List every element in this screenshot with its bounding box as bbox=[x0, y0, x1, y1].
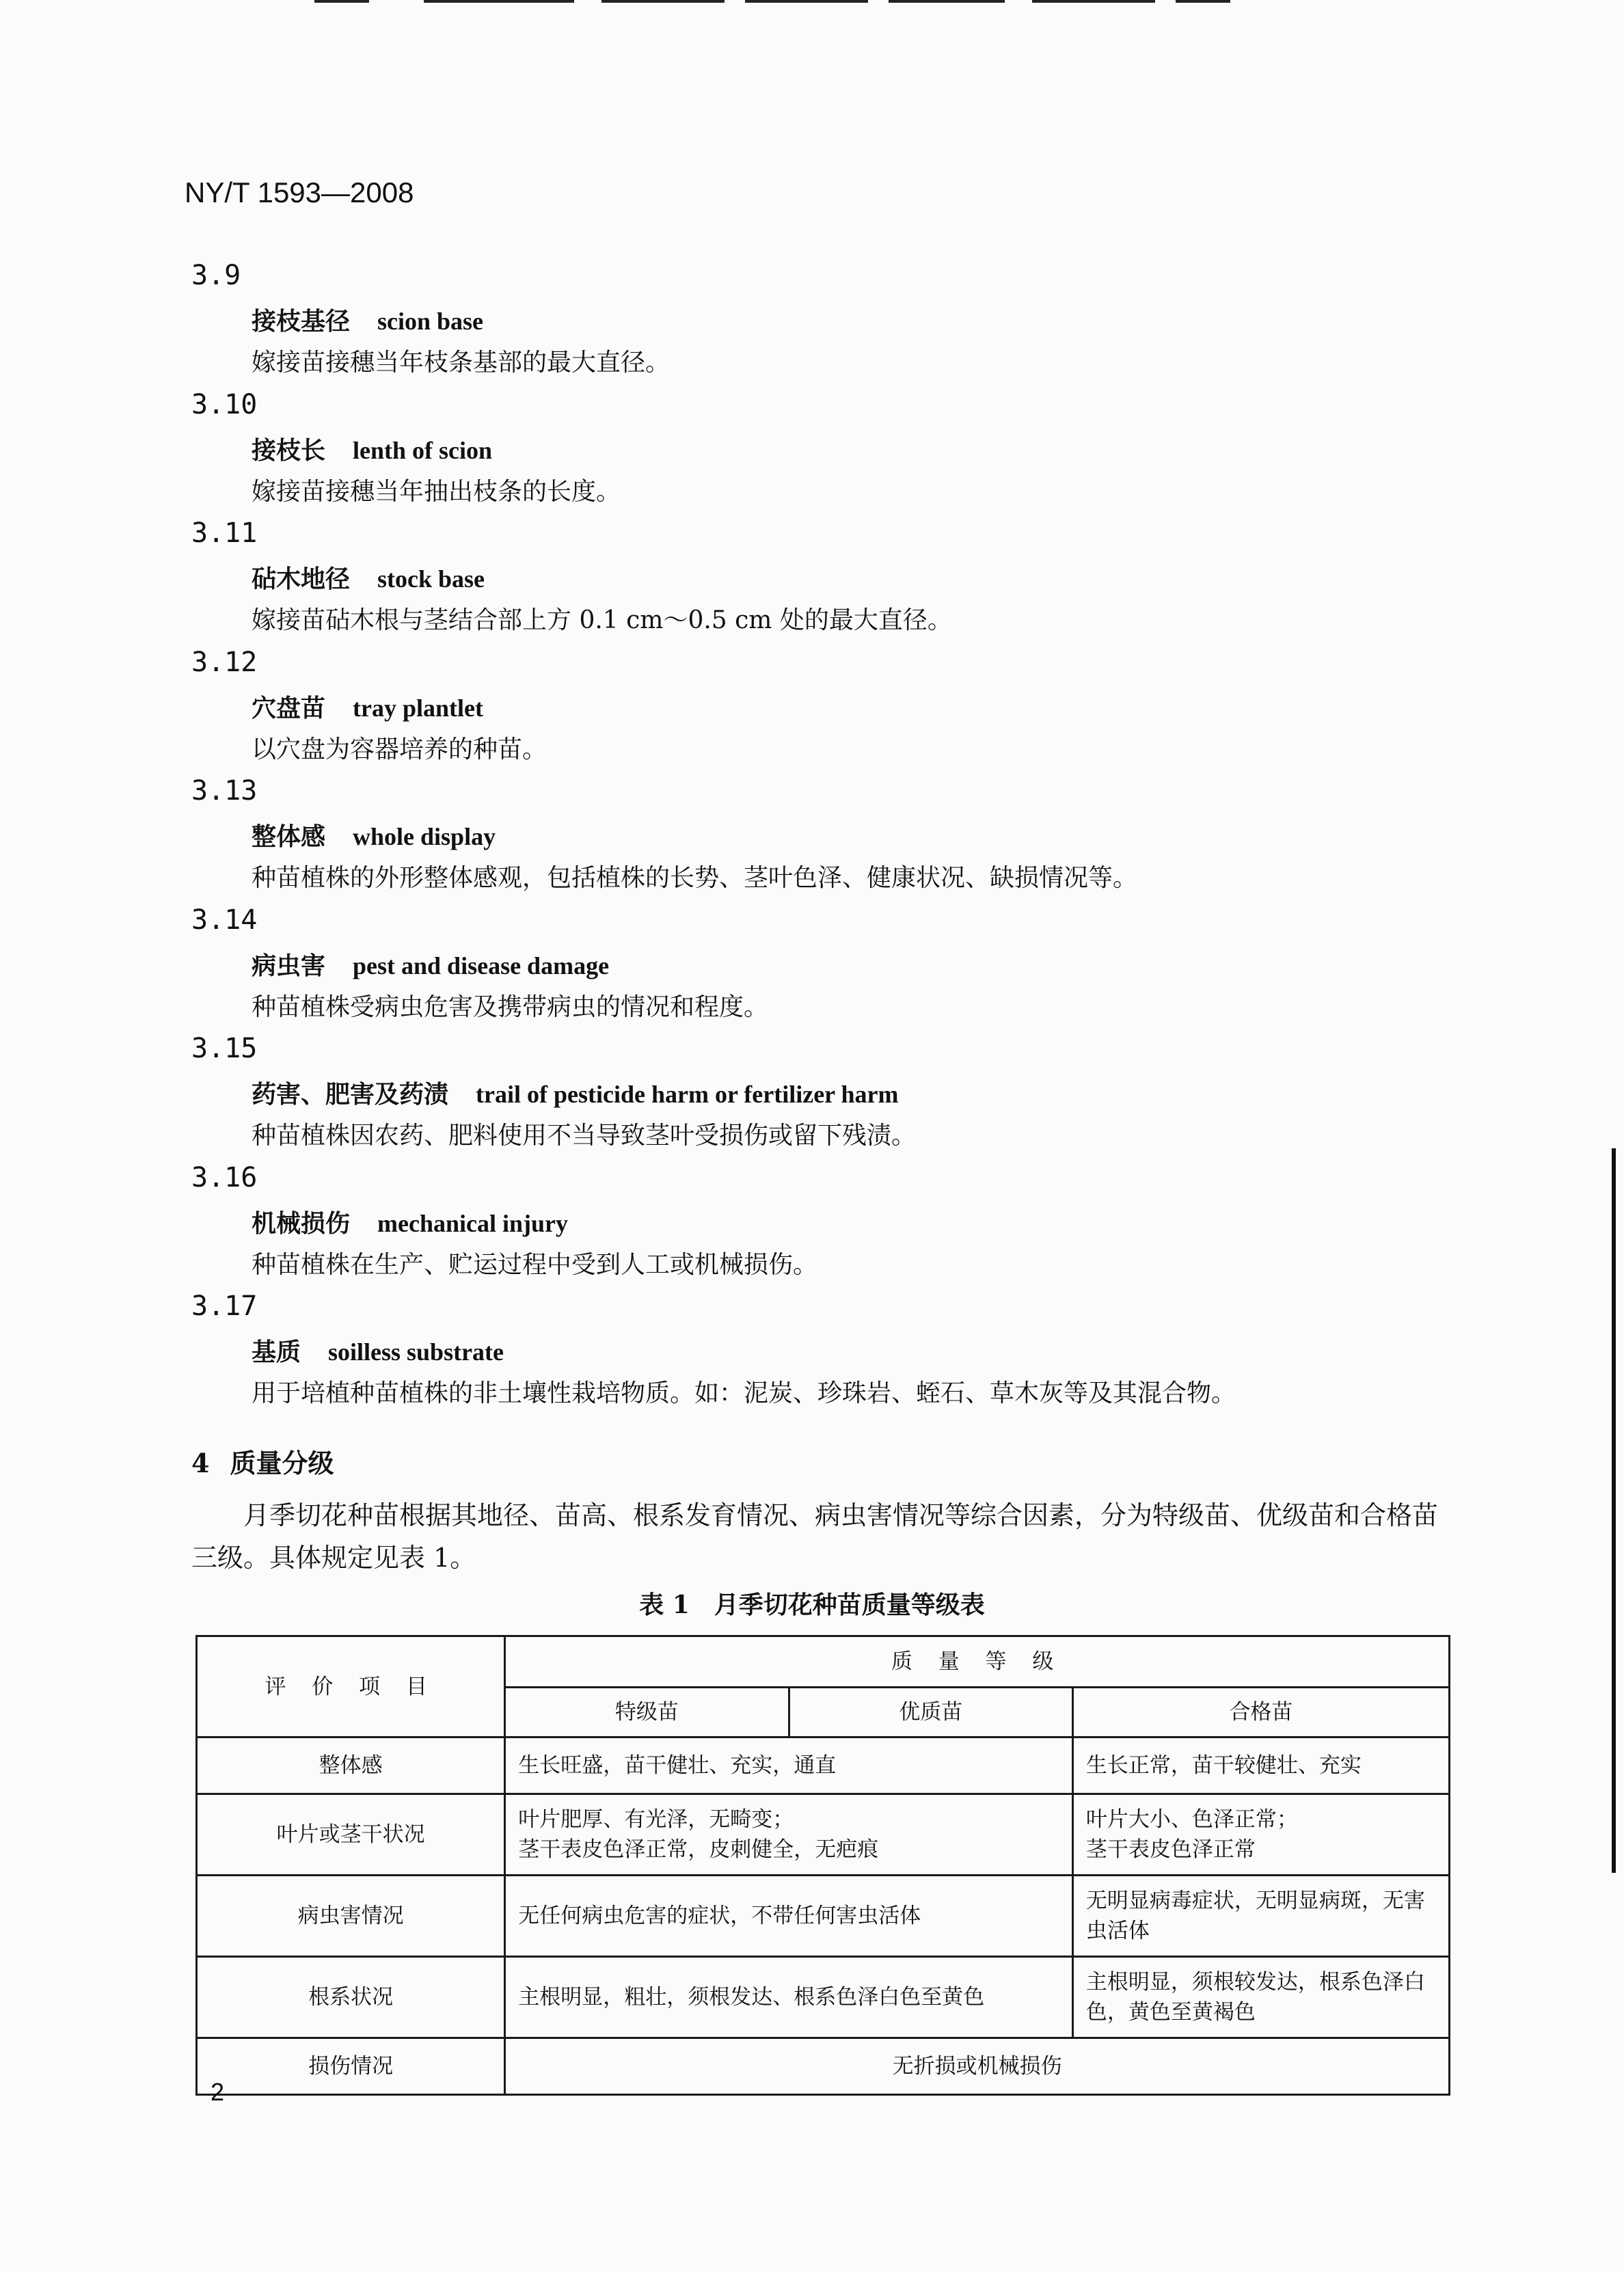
standard-code: NY/T 1593—2008 bbox=[185, 176, 414, 208]
term-title-cn: 病虫害 bbox=[252, 951, 326, 980]
term-number: 3.12 bbox=[191, 646, 258, 678]
term-title-cn: 接枝基径 bbox=[252, 307, 351, 336]
section-paragraph: 月季切花种苗根据其地径、苗高、根系发育情况、病虫害情况等综合因素，分为特级苗、优级苗和合格苗三级。具体规定见表 1。 bbox=[191, 1500, 1439, 1573]
term-title bbox=[252, 817, 496, 852]
table-row bbox=[197, 1794, 1450, 1876]
section-title: 质量分级 bbox=[230, 1448, 334, 1478]
term-definition: 嫁接苗接穗当年抽出枝条的长度。 bbox=[252, 477, 621, 506]
term-definition: 嫁接苗接穗当年枝条基部的最大直径。 bbox=[252, 349, 671, 377]
table-row bbox=[197, 2038, 1450, 2095]
term-title bbox=[252, 1333, 504, 1368]
header-item: 评 价 项 目 bbox=[197, 1636, 505, 1737]
grade-table bbox=[195, 1635, 1450, 2096]
term-number: 3.11 bbox=[191, 517, 258, 549]
term-title bbox=[252, 302, 483, 337]
section-heading bbox=[191, 1442, 334, 1480]
header-good: 优质苗 bbox=[789, 1688, 1072, 1737]
table-header-row bbox=[197, 1636, 1450, 1688]
row-qualified bbox=[1072, 1794, 1449, 1876]
term-title-en: mechanical injury bbox=[377, 1209, 568, 1237]
row-line: 茎干表皮色泽正常，皮刺健全，无疤痕 bbox=[518, 1837, 879, 1862]
row-special-good: 生长旺盛，苗干健壮、充实，通直 bbox=[505, 1737, 1073, 1794]
section-number: 4 bbox=[191, 1448, 210, 1478]
header-special: 特级苗 bbox=[505, 1688, 789, 1737]
term-title bbox=[252, 689, 483, 724]
term-title-en: scion base bbox=[377, 308, 484, 335]
row-item: 叶片或茎干状况 bbox=[197, 1794, 505, 1876]
row-qualified: 生长正常，苗干较健壮、充实 bbox=[1072, 1737, 1449, 1794]
term-title-cn: 药害、肥害及药渍 bbox=[252, 1080, 449, 1109]
row-item: 根系状况 bbox=[197, 1957, 505, 2038]
term-title-en: whole display bbox=[353, 823, 496, 850]
term-definition: 嫁接苗砧木根与茎结合部上方 0.1 cm～0.5 cm 处的最大直径。 bbox=[252, 606, 952, 634]
term-number: 3.17 bbox=[191, 1290, 258, 1322]
header-qualified: 合格苗 bbox=[1072, 1688, 1449, 1737]
row-special-good: 无任何病虫危害的症状，不带任何害虫活体 bbox=[505, 1876, 1073, 1957]
term-title-cn: 穴盘苗 bbox=[252, 693, 326, 722]
term-title-en: tray plantlet bbox=[353, 694, 483, 722]
scan-rule bbox=[1176, 0, 1230, 3]
scan-rule bbox=[745, 0, 868, 3]
header-grade: 质 量 等 级 bbox=[505, 1636, 1450, 1688]
row-item: 病虫害情况 bbox=[197, 1876, 505, 1957]
term-title-cn: 机械损伤 bbox=[252, 1208, 351, 1238]
term-title-en: soilless substrate bbox=[328, 1338, 504, 1366]
row-special-good: 主根明显，粗壮，须根发达、根系色泽白色至黄色 bbox=[505, 1957, 1073, 2038]
term-definition: 种苗植株的外形整体感观，包括植株的长势、茎叶色泽、健康状况、缺损情况等。 bbox=[252, 864, 1138, 892]
term-title bbox=[252, 1204, 568, 1239]
term-number: 3.13 bbox=[191, 775, 258, 807]
row-line: 叶片肥厚、有光泽，无畸变； bbox=[518, 1807, 794, 1832]
term-number: 3.14 bbox=[191, 904, 258, 936]
row-qualified: 无明显病毒症状，无明显病斑，无害虫活体 bbox=[1072, 1876, 1449, 1957]
table-row bbox=[197, 1876, 1450, 1957]
term-definition: 种苗植株在生产、贮运过程中受到人工或机械损伤。 bbox=[252, 1250, 818, 1279]
page-number: 2 bbox=[211, 2078, 225, 2106]
term-number: 3.10 bbox=[191, 388, 258, 420]
scan-rule bbox=[314, 0, 369, 3]
term-title-en: stock base bbox=[377, 565, 485, 593]
row-line: 茎干表皮色泽正常 bbox=[1085, 1837, 1256, 1862]
scan-rule bbox=[601, 0, 725, 3]
term-definition: 用于培植种苗植株的非土壤性栽培物质。如：泥炭、珍珠岩、蛭石、草木灰等及其混合物。 bbox=[252, 1379, 1236, 1407]
table-row bbox=[197, 1957, 1450, 2038]
term-title bbox=[252, 947, 609, 982]
scan-edge-mark bbox=[1612, 1148, 1616, 1873]
term-title bbox=[252, 1075, 898, 1110]
term-definition: 以穴盘为容器培养的种苗。 bbox=[252, 735, 547, 763]
row-qualified: 主根明显，须根较发达，根系色泽白色，黄色至黄褐色 bbox=[1072, 1957, 1449, 2038]
scan-rule bbox=[424, 0, 574, 3]
term-title-cn: 基质 bbox=[252, 1338, 301, 1366]
term-title-cn: 砧木地径 bbox=[252, 565, 351, 593]
term-number: 3.16 bbox=[191, 1161, 258, 1193]
term-number: 3.9 bbox=[191, 260, 241, 291]
scan-rule bbox=[889, 0, 1005, 3]
row-line: 叶片大小、色泽正常； bbox=[1085, 1807, 1298, 1832]
table-title: 表 1 月季切花种苗质量等级表 bbox=[639, 1591, 985, 1619]
scan-rule bbox=[1032, 0, 1155, 3]
term-title-en: lenth of scion bbox=[353, 436, 493, 464]
table-row bbox=[197, 1737, 1450, 1794]
term-definition: 种苗植株因农药、肥料使用不当导致茎叶受损伤或留下残渍。 bbox=[252, 1122, 917, 1150]
term-title bbox=[252, 560, 485, 595]
term-title-en: trail of pesticide harm or fertilizer harm bbox=[476, 1081, 899, 1108]
term-title-cn: 接枝长 bbox=[252, 435, 326, 465]
row-all-grades: 无折损或机械损伤 bbox=[505, 2038, 1450, 2095]
term-title bbox=[252, 431, 492, 466]
term-title-en: pest and disease damage bbox=[353, 951, 610, 979]
term-definition: 种苗植株受病虫危害及携带病虫的情况和程度。 bbox=[252, 992, 769, 1021]
row-item: 损伤情况 bbox=[197, 2038, 505, 2095]
row-item: 整体感 bbox=[197, 1737, 505, 1794]
term-number: 3.15 bbox=[191, 1033, 258, 1064]
term-title-cn: 整体感 bbox=[252, 822, 326, 851]
row-special-good bbox=[505, 1794, 1073, 1876]
